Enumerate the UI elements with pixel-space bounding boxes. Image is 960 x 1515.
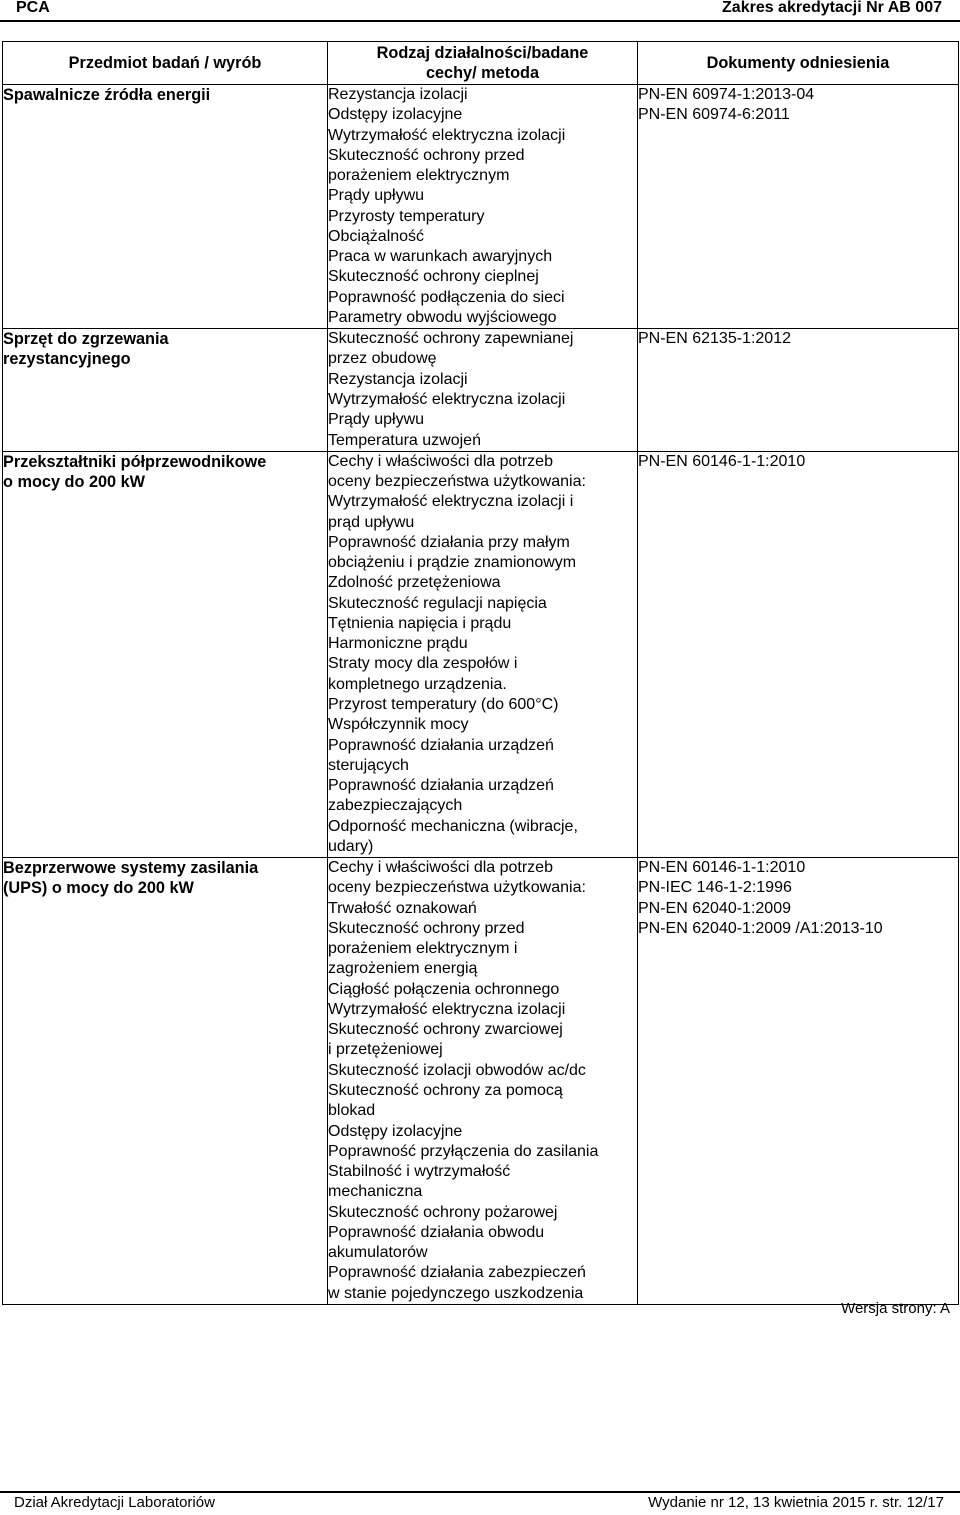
method-cell-line: Odporność mechaniczna (wibracje, (328, 817, 578, 835)
subject-cell (3, 329, 328, 452)
method-cell-line: Poprawność działania urządzeń (328, 736, 554, 754)
method-cell (328, 329, 638, 452)
method-cell-line: Skuteczność ochrony za pomocą (328, 1082, 563, 1100)
docs-cell-line: PN-EN 62040-1:2009 (638, 899, 791, 917)
method-cell-line: Wytrzymałość elektryczna izolacji (328, 1000, 566, 1018)
header-right: Zakres akredytacji Nr AB 007 (722, 0, 942, 16)
method-cell-line: zabezpieczających (328, 797, 463, 815)
subject-cell-line: (UPS) o mocy do 200 kW (3, 879, 194, 898)
table-row (3, 451, 959, 857)
page-header (0, 0, 960, 20)
method-cell-line: Poprawność przyłączenia do zasilania (328, 1142, 599, 1160)
subject-cell-line: rezystancyjnego (3, 350, 131, 369)
method-cell-line: Odstępy izolacyjne (328, 106, 463, 124)
method-cell-line: Poprawność działania urządzeń (328, 777, 554, 795)
docs-cell-line: PN-EN 62135-1:2012 (638, 330, 791, 348)
table-row (3, 85, 959, 329)
method-cell-line: oceny bezpieczeństwa użytkowania: (328, 879, 586, 897)
method-cell (328, 451, 638, 857)
accreditation-table (2, 41, 959, 1305)
table-row (3, 329, 959, 452)
method-cell-line: Skuteczność ochrony cieplnej (328, 268, 539, 286)
method-cell-line: zagrożeniem energią (328, 960, 478, 978)
method-cell-line: Skuteczność izolacji obwodów ac/dc (328, 1061, 586, 1079)
footer-left: Dział Akredytacji Laboratoriów (14, 1494, 215, 1511)
method-cell-line: Praca w warunkach awaryjnych (328, 248, 553, 266)
method-cell-line: kompletnego urządzenia. (328, 675, 507, 693)
method-cell-line: Przyrost temperatury (do 600°C) (328, 695, 559, 713)
method-cell-line: Wytrzymałość elektryczna izolacji (328, 126, 566, 144)
method-cell-line: Współczynnik mocy (328, 716, 469, 734)
method-cell-line: porażeniem elektrycznym i (328, 940, 518, 958)
method-cell-line: Skuteczność ochrony przed (328, 919, 525, 937)
method-cell-line: Trwałość oznakowań (328, 899, 477, 917)
method-cell-line: Skuteczność ochrony zapewnianej (328, 330, 574, 348)
method-cell-line: akumulatorów (328, 1244, 428, 1262)
method-cell-line: mechaniczna (328, 1183, 423, 1201)
header-divider (0, 20, 960, 22)
docs-cell-line: PN-EN 60146-1-1:2010 (638, 452, 806, 470)
method-cell-line: Poprawność działania zabezpieczeń (328, 1264, 586, 1282)
method-cell (328, 858, 638, 1305)
docs-cell-line: PN-EN 60974-6:2011 (638, 106, 790, 124)
table-row (3, 858, 959, 1305)
subject-cell-line: Spawalnicze źródła energii (3, 86, 211, 104)
method-cell-line: Zdolność przetężeniowa (328, 574, 501, 592)
subject-cell-line: o mocy do 200 kW (3, 473, 146, 492)
method-cell-line: obciążeniu i prądzie znamionowym (328, 554, 577, 572)
method-cell-line: Temperatura uzwojeń (328, 431, 481, 449)
method-cell-line: udary) (328, 837, 374, 855)
method-cell-line: Wytrzymałość elektryczna izolacji i (328, 493, 574, 511)
subject-cell (3, 858, 328, 1305)
method-cell-line: porażeniem elektrycznym (328, 167, 510, 185)
method-cell-line: Poprawność podłączenia do sieci (328, 288, 565, 306)
method-cell-line: Poprawność działania obwodu (328, 1223, 545, 1241)
method-cell-line: Obciążalność (328, 227, 425, 245)
method-cell-line: Tętnienia napięcia i prądu (328, 614, 512, 632)
method-cell-line: Skuteczność ochrony pożarowej (328, 1203, 558, 1221)
page-version: Wersja strony: A (841, 1300, 950, 1317)
docs-cell-line: PN-IEC 146-1-2:1996 (638, 879, 792, 897)
method-cell-line: oceny bezpieczeństwa użytkowania: (328, 473, 586, 491)
docs-cell (638, 451, 959, 857)
column-header-method: Rodzaj działalności/badane cechy/ metoda (328, 42, 638, 85)
method-cell-line: blokad (328, 1102, 376, 1120)
subject-cell-line: Sprzęt do zgrzewania (3, 330, 169, 349)
method-cell-line: Odstępy izolacyjne (328, 1122, 463, 1140)
method-cell-line: Rezystancja izolacji (328, 370, 468, 388)
method-cell-line: sterujących (328, 756, 409, 774)
method-cell-line: Skuteczność ochrony zwarciowej (328, 1021, 563, 1039)
method-cell-line: Skuteczność regulacji napięcia (328, 594, 547, 612)
docs-cell (638, 329, 959, 452)
method-cell-line: Prądy upływu (328, 187, 425, 205)
header-left: PCA (16, 0, 50, 16)
method-cell-line: Cechy i właściwości dla potrzeb (328, 859, 553, 877)
method-cell-line: Cechy i właściwości dla potrzeb (328, 452, 553, 470)
method-cell-line: Prądy upływu (328, 411, 425, 429)
docs-cell (638, 858, 959, 1305)
docs-cell-line: PN-EN 60974-1:2013-04 (638, 86, 815, 103)
method-cell-line: Stabilność i wytrzymałość (328, 1163, 511, 1181)
method-cell-line: Parametry obwodu wyjściowego (328, 308, 557, 326)
subject-cell (3, 451, 328, 857)
docs-cell (638, 85, 959, 329)
method-cell-line: Harmoniczne prądu (328, 635, 468, 653)
method-cell-line: Wytrzymałość elektryczna izolacji (328, 390, 566, 408)
docs-cell-line: PN-EN 60146-1-1:2010 (638, 859, 806, 877)
footer-divider (0, 1491, 960, 1493)
column-header-docs: Dokumenty odniesienia (638, 42, 959, 85)
subject-cell-line: Bezprzerwowe systemy zasilania (3, 859, 259, 878)
column-header-subject: Przedmiot badań / wyrób (3, 42, 328, 85)
footer-right: Wydanie nr 12, 13 kwietnia 2015 r. str. 12/17 (648, 1494, 944, 1511)
table-header-row (3, 42, 959, 85)
docs-cell-line: PN-EN 62040-1:2009 /A1:2013-10 (638, 919, 883, 937)
subject-cell-line: Przekształtniki półprzewodnikowe (3, 452, 267, 471)
method-cell-line: w stanie pojedynczego uszkodzenia (328, 1284, 584, 1302)
method-cell-line: Przyrosty temperatury (328, 207, 485, 225)
method-cell-line: prąd upływu (328, 513, 415, 531)
method-cell (328, 85, 638, 329)
method-cell-line: Straty mocy dla zespołów i (328, 655, 518, 673)
method-cell-line: Skuteczność ochrony przed (328, 146, 525, 164)
method-cell-line: Rezystancja izolacji (328, 86, 468, 103)
method-cell-line: i przetężeniowej (328, 1041, 443, 1059)
method-cell-line: przez obudowę (328, 350, 437, 368)
method-cell-line: Ciągłość połączenia ochronnego (328, 980, 560, 998)
subject-cell (3, 85, 328, 329)
method-cell-line: Poprawność działania przy małym (328, 533, 570, 551)
